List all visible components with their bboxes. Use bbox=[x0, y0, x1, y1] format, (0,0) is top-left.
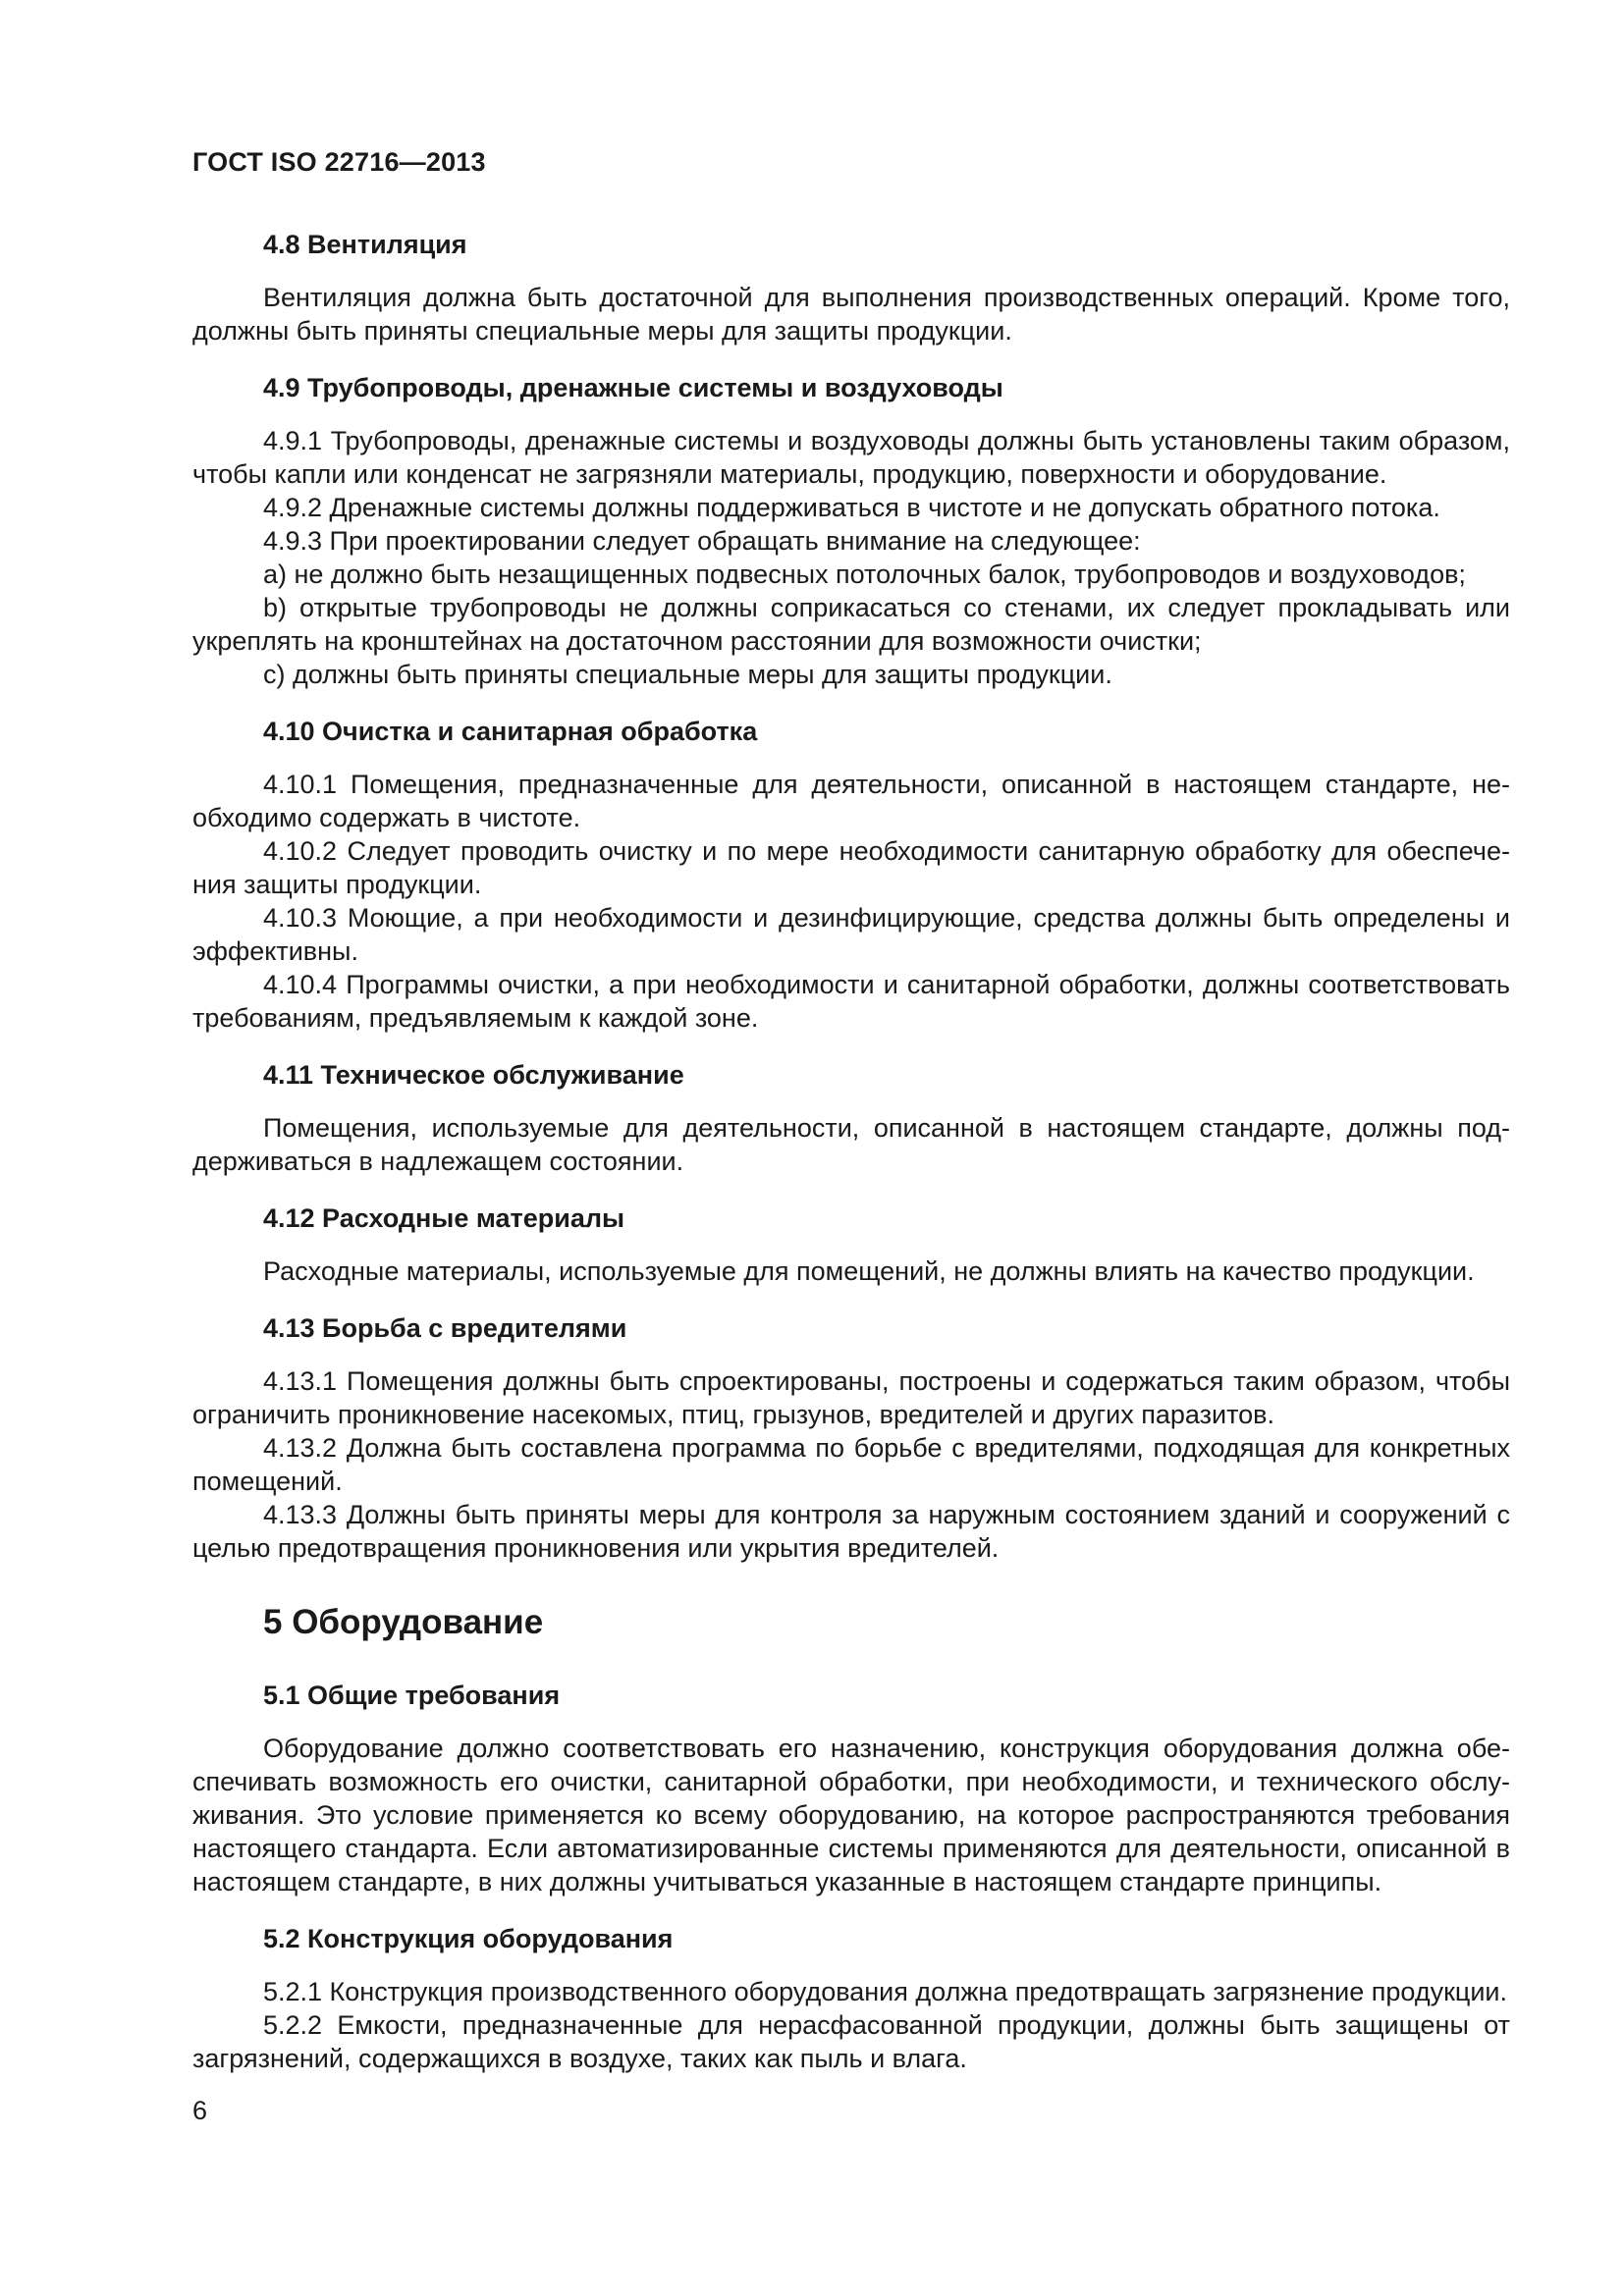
paragraph: Расходные материалы, используемые для помещений, не должны влиять на качество продукции. bbox=[263, 1256, 1475, 1286]
paragraph: 4.9.2 Дренажные системы должны поддерживаться в чистоте и не допускать обратного потока. bbox=[263, 493, 1440, 522]
section-4-10 bbox=[192, 715, 1510, 1035]
section-heading: 4.10 Очистка и санитарная обработка bbox=[263, 717, 758, 746]
section-4-11 bbox=[192, 1058, 1510, 1178]
paragraph: Помещения, используемые для деятельности, описанной в настоящем стандарте, должны поддерживаться в надлежащем состоянии. bbox=[192, 1113, 1510, 1176]
section-heading: 5.1 Общие требования bbox=[263, 1681, 561, 1710]
section-5-2 bbox=[192, 1922, 1510, 2075]
section-4-9 bbox=[192, 371, 1510, 691]
section-5-1 bbox=[192, 1679, 1510, 1898]
paragraph: 5.2.2 Емкости, предназначенные для нерасфасованной продукции, должны быть защищены от загрязнений, содержащихся в воздухе, таких как пыль и влага. bbox=[192, 2010, 1510, 2073]
paragraph: 4.9.1 Трубопроводы, дренажные системы и воздуховоды должны быть установлены таким образом, чтобы капли или конденсат не загрязняли материалы, продукцию, поверхности и оборудование. bbox=[192, 426, 1510, 489]
section-heading: 4.11 Техническое обслуживание bbox=[263, 1060, 684, 1090]
paragraph: 5.2.1 Конструкция производственного оборудования должна предотвращать загрязнение продукции. bbox=[263, 1977, 1508, 2006]
paragraph: 4.10.4 Программы очистки, а при необходимости и санитарной обработки, должны соответствовать требованиям, предъявляемым к каждой зоне. bbox=[192, 970, 1510, 1033]
page-number: 6 bbox=[192, 2096, 208, 2125]
paragraph: 4.10.2 Следует проводить очистку и по мере необходимости санитарную обработку для обеспечения защиты продукции. bbox=[192, 836, 1510, 899]
section-4-13 bbox=[192, 1311, 1510, 1565]
document-header: ГОСТ ISO 22716—2013 bbox=[192, 147, 486, 177]
paragraph: 4.13.1 Помещения должны быть спроектированы, построены и содержаться таким образом, чтобы ограничить проникновение насекомых, птиц, грызунов, вредителей и других паразитов. bbox=[192, 1366, 1510, 1429]
paragraph: 4.13.3 Должны быть приняты меры для контроля за наружным состоянием зданий и сооружений с целью предотвращения проникновения или укрытия вредителей. bbox=[192, 1500, 1510, 1563]
paragraph: 4.13.2 Должна быть составлена программа по борьбе с вредителями, подходящая для конкретных помещений. bbox=[192, 1433, 1510, 1496]
paragraph: 4.9.3 При проектировании следует обращать внимание на следующее: bbox=[263, 526, 1141, 556]
section-heading: 4.8 Вентиляция bbox=[263, 230, 467, 259]
section-4-8 bbox=[192, 228, 1510, 347]
document-body bbox=[192, 228, 1510, 2099]
section-heading: 4.9 Трубопроводы, дренажные системы и воздуховоды bbox=[263, 373, 1003, 402]
list-item: a) не должно быть незащищенных подвесных потолочных балок, трубопроводов и воздуховодов; bbox=[263, 560, 1466, 589]
paragraph: 4.10.1 Помещения, предназначенные для деятельности, описанной в настоящем стандарте, необходимо содержать в чистоте. bbox=[192, 770, 1510, 832]
paragraph: Оборудование должно соответствовать его назначению, конструкция оборудования должна обеспечивать возможность его очистки, санитарной обработки, при необходимости, и технического обслуживания. Это условие применяется ко всему оборудованию, на которое распространяются требования настоящего стандарта. Если автоматизированные системы применяются для деятельности, описанной в настоящем стандарте, в них должны учитываться указанные в настоящем стандарте принципы. bbox=[192, 1734, 1510, 1896]
list-item: c) должны быть приняты специальные меры для защиты продукции. bbox=[263, 660, 1112, 689]
paragraph: Вентиляция должна быть достаточной для выполнения производственных операций. Кроме того, должны быть приняты специальные меры для защиты продукции. bbox=[192, 283, 1510, 346]
chapter-heading: 5 Оборудование bbox=[263, 1603, 544, 1641]
paragraph: 4.10.3 Моющие, а при необходимости и дезинфицирующие, средства должны быть определены и эффективны. bbox=[192, 903, 1510, 966]
list-item: b) открытые трубопроводы не должны соприкасаться со стенами, их следует прокладывать или укреплять на кронштейнах на достаточном расстоянии для возможности очистки; bbox=[192, 593, 1510, 656]
section-4-12 bbox=[192, 1201, 1510, 1288]
section-heading: 5.2 Конструкция оборудования bbox=[263, 1924, 674, 1953]
section-heading: 4.13 Борьба с вредителями bbox=[263, 1313, 627, 1343]
section-heading: 4.12 Расходные материалы bbox=[263, 1203, 625, 1233]
